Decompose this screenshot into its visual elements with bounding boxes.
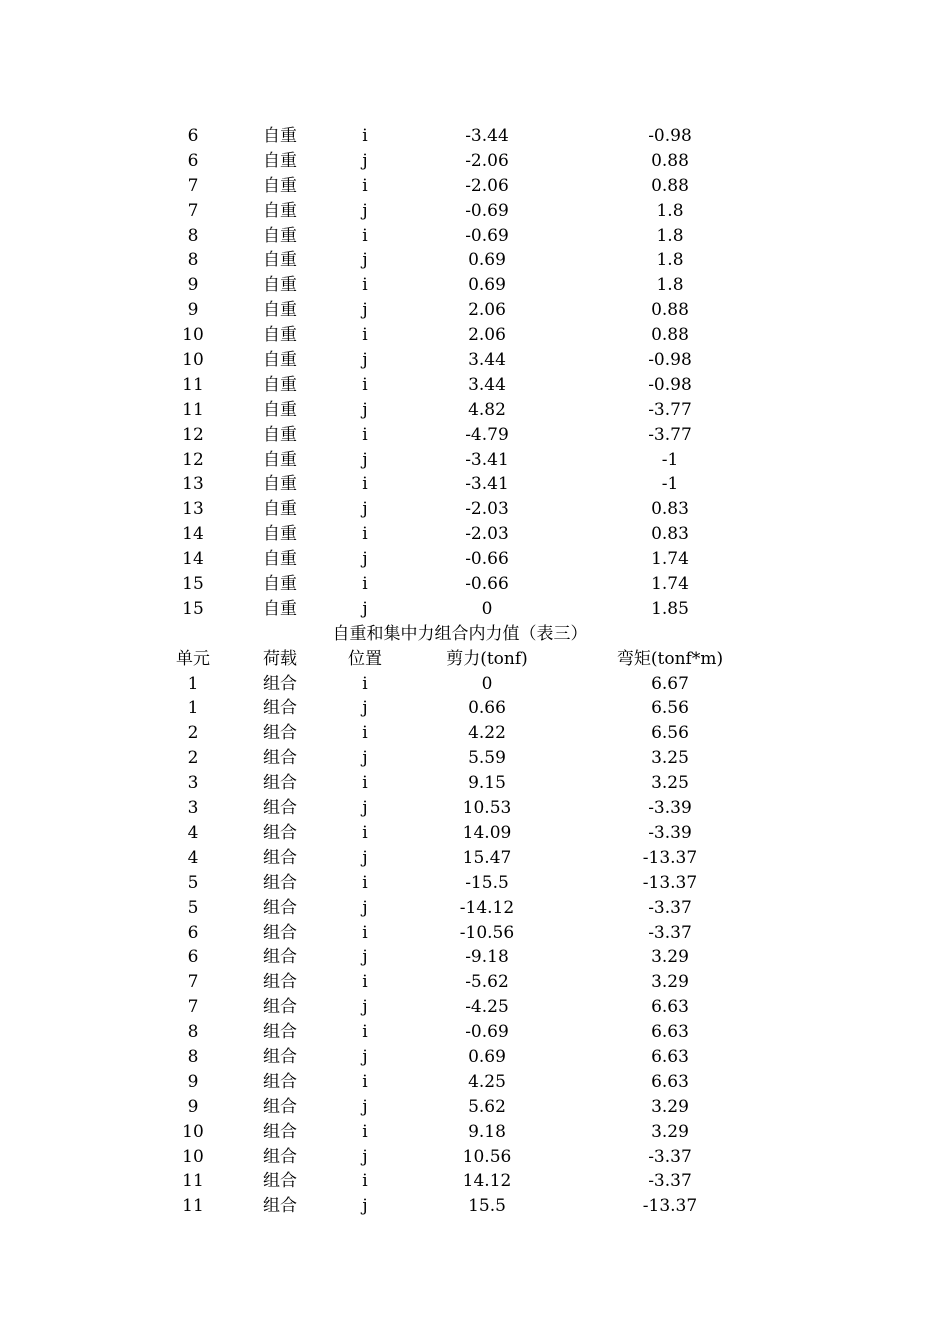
shear-cell: 4.25 <box>468 1071 506 1092</box>
shear-cell: -0.69 <box>465 1022 509 1043</box>
element-cell: 13 <box>182 474 204 495</box>
table-row <box>0 945 950 970</box>
shear-cell: -4.25 <box>465 997 509 1018</box>
position-cell: i <box>362 374 368 395</box>
position-cell: i <box>362 225 368 246</box>
load-cell: 组合 <box>263 698 297 719</box>
element-cell: 2 <box>187 748 199 769</box>
shear-cell: 14.09 <box>462 822 512 843</box>
load-cell: 组合 <box>263 922 297 943</box>
moment-cell: 6.56 <box>651 723 689 744</box>
load-cell: 自重 <box>263 598 297 619</box>
moment-cell: -0.98 <box>648 350 692 371</box>
moment-cell: -3.37 <box>648 922 692 943</box>
moment-cell: -3.37 <box>648 1146 692 1167</box>
table-row <box>0 746 950 771</box>
position-cell: j <box>362 997 368 1018</box>
shear-cell: 0.69 <box>468 250 506 271</box>
table-row <box>0 124 950 149</box>
element-cell: 11 <box>182 399 204 420</box>
position-cell: j <box>362 897 368 918</box>
element-cell: 12 <box>182 424 204 445</box>
element-cell: 8 <box>187 250 199 271</box>
shear-cell: 15.47 <box>462 847 512 868</box>
load-cell: 组合 <box>263 748 297 769</box>
load-cell: 自重 <box>263 150 297 171</box>
position-cell: i <box>362 325 368 346</box>
table-row <box>0 149 950 174</box>
load-cell: 组合 <box>263 1096 297 1117</box>
moment-cell: -0.98 <box>648 374 692 395</box>
table-row <box>0 796 950 821</box>
shear-cell: 0.69 <box>468 1046 506 1067</box>
load-cell: 组合 <box>263 1046 297 1067</box>
position-cell: j <box>362 1096 368 1117</box>
position-cell: i <box>362 275 368 296</box>
table-row <box>0 1194 950 1219</box>
element-cell: 9 <box>187 1071 199 1092</box>
moment-cell: 0.88 <box>651 300 689 321</box>
element-cell: 11 <box>182 1171 204 1192</box>
shear-cell: -2.06 <box>465 175 509 196</box>
moment-cell: 1.8 <box>656 225 684 246</box>
element-cell: 2 <box>187 723 199 744</box>
table-row <box>0 995 950 1020</box>
shear-cell: 3.44 <box>468 350 506 371</box>
moment-cell: 0.83 <box>651 499 689 520</box>
moment-cell: 0.88 <box>651 175 689 196</box>
moment-cell: 6.67 <box>651 673 689 694</box>
shear-cell: -4.79 <box>465 424 509 445</box>
position-cell: j <box>362 350 368 371</box>
table-self-weight-continued <box>0 124 950 622</box>
position-cell: i <box>362 723 368 744</box>
load-cell: 组合 <box>263 773 297 794</box>
table-row <box>0 472 950 497</box>
header-load: 荷载 <box>263 648 297 669</box>
moment-cell: 1.8 <box>656 250 684 271</box>
shear-cell: -2.03 <box>465 524 509 545</box>
element-cell: 1 <box>187 698 199 719</box>
shear-cell: -0.69 <box>465 225 509 246</box>
table-row <box>0 373 950 398</box>
moment-cell: -3.39 <box>648 822 692 843</box>
element-cell: 8 <box>187 1022 199 1043</box>
load-cell: 自重 <box>263 350 297 371</box>
table-row <box>0 423 950 448</box>
element-cell: 10 <box>182 350 204 371</box>
spreadsheet-page <box>0 124 950 1219</box>
load-cell: 自重 <box>263 574 297 595</box>
position-cell: i <box>362 175 368 196</box>
table-row <box>0 846 950 871</box>
table-row <box>0 398 950 423</box>
shear-cell: 4.82 <box>468 399 506 420</box>
load-cell: 组合 <box>263 947 297 968</box>
load-cell: 组合 <box>263 872 297 893</box>
element-cell: 5 <box>187 872 199 893</box>
element-cell: 7 <box>187 200 199 221</box>
element-cell: 6 <box>187 126 199 146</box>
position-cell: i <box>362 872 368 893</box>
moment-cell: 3.29 <box>651 1096 689 1117</box>
table-row <box>0 199 950 224</box>
table-row <box>0 298 950 323</box>
element-cell: 9 <box>187 300 199 321</box>
position-cell: j <box>362 250 368 271</box>
moment-cell: 1.74 <box>651 574 689 595</box>
shear-cell: -3.41 <box>465 449 509 470</box>
shear-cell: -14.12 <box>459 897 515 918</box>
position-cell: j <box>362 748 368 769</box>
position-cell: i <box>362 524 368 545</box>
moment-cell: 3.29 <box>651 972 689 993</box>
position-cell: j <box>362 150 368 171</box>
shear-cell: 3.44 <box>468 374 506 395</box>
moment-cell: 0.88 <box>651 150 689 171</box>
position-cell: i <box>362 126 368 146</box>
load-cell: 自重 <box>263 474 297 495</box>
table3-header-row <box>0 647 950 672</box>
table-row <box>0 224 950 249</box>
element-cell: 14 <box>182 524 204 545</box>
load-cell: 自重 <box>263 374 297 395</box>
shear-cell: 0 <box>481 598 493 619</box>
element-cell: 4 <box>187 822 199 843</box>
table-row <box>0 672 950 697</box>
load-cell: 自重 <box>263 200 297 221</box>
moment-cell: 0.83 <box>651 524 689 545</box>
element-cell: 7 <box>187 972 199 993</box>
shear-cell: -2.03 <box>465 499 509 520</box>
table-row <box>0 448 950 473</box>
moment-cell: 1.74 <box>651 549 689 570</box>
shear-cell: 0 <box>481 673 493 694</box>
shear-cell: 5.59 <box>468 748 506 769</box>
shear-cell: 9.18 <box>468 1121 506 1142</box>
element-cell: 11 <box>182 1196 204 1217</box>
load-cell: 自重 <box>263 300 297 321</box>
position-cell: i <box>362 773 368 794</box>
element-cell: 11 <box>182 374 204 395</box>
position-cell: j <box>362 598 368 619</box>
table-row <box>0 522 950 547</box>
table-row <box>0 572 950 597</box>
shear-cell: -0.66 <box>465 574 509 595</box>
load-cell: 自重 <box>263 524 297 545</box>
table-row <box>0 1095 950 1120</box>
element-cell: 15 <box>182 574 204 595</box>
moment-cell: 6.63 <box>651 1022 689 1043</box>
shear-cell: 2.06 <box>468 325 506 346</box>
shear-cell: -3.41 <box>465 474 509 495</box>
element-cell: 10 <box>182 1121 204 1142</box>
shear-cell: 0.66 <box>468 698 506 719</box>
table-row <box>0 348 950 373</box>
moment-cell: 6.63 <box>651 997 689 1018</box>
element-cell: 12 <box>182 449 204 470</box>
position-cell: i <box>362 1071 368 1092</box>
moment-cell: -3.37 <box>648 897 692 918</box>
shear-cell: 14.12 <box>462 1171 512 1192</box>
shear-cell: -15.5 <box>465 872 509 893</box>
moment-cell: -13.37 <box>642 872 698 893</box>
moment-cell: -3.77 <box>648 399 692 420</box>
position-cell: j <box>362 1046 368 1067</box>
table-row <box>0 970 950 995</box>
load-cell: 自重 <box>263 126 297 146</box>
element-cell: 9 <box>187 275 199 296</box>
table-row <box>0 323 950 348</box>
shear-cell: -5.62 <box>465 972 509 993</box>
element-cell: 13 <box>182 499 204 520</box>
element-cell: 7 <box>187 175 199 196</box>
element-cell: 3 <box>187 773 199 794</box>
load-cell: 组合 <box>263 822 297 843</box>
element-cell: 6 <box>187 150 199 171</box>
position-cell: i <box>362 822 368 843</box>
moment-cell: 0.88 <box>651 325 689 346</box>
load-cell: 组合 <box>263 897 297 918</box>
position-cell: i <box>362 474 368 495</box>
moment-cell: 3.25 <box>651 748 689 769</box>
shear-cell: 9.15 <box>468 773 506 794</box>
element-cell: 5 <box>187 897 199 918</box>
table-row <box>0 1169 950 1194</box>
table-row <box>0 1070 950 1095</box>
element-cell: 8 <box>187 225 199 246</box>
position-cell: j <box>362 947 368 968</box>
position-cell: i <box>362 673 368 694</box>
position-cell: j <box>362 698 368 719</box>
table3-caption-row <box>0 622 950 647</box>
moment-cell: 3.29 <box>651 947 689 968</box>
element-cell: 10 <box>182 1146 204 1167</box>
element-cell: 4 <box>187 847 199 868</box>
header-moment: 弯矩(tonf*m) <box>616 648 724 669</box>
shear-cell: -0.69 <box>465 200 509 221</box>
shear-cell: 5.62 <box>468 1096 506 1117</box>
position-cell: j <box>362 499 368 520</box>
load-cell: 组合 <box>263 723 297 744</box>
moment-cell: -1 <box>661 449 679 470</box>
shear-cell: -3.44 <box>465 126 509 146</box>
load-cell: 自重 <box>263 449 297 470</box>
position-cell: i <box>362 424 368 445</box>
moment-cell: -13.37 <box>642 1196 698 1217</box>
shear-cell: 10.53 <box>462 798 512 819</box>
load-cell: 组合 <box>263 847 297 868</box>
table-row <box>0 547 950 572</box>
position-cell: j <box>362 1146 368 1167</box>
moment-cell: -0.98 <box>648 126 692 146</box>
load-cell: 自重 <box>263 225 297 246</box>
table-row <box>0 721 950 746</box>
table-row <box>0 1145 950 1170</box>
moment-cell: 1.8 <box>656 200 684 221</box>
load-cell: 组合 <box>263 1171 297 1192</box>
element-cell: 1 <box>187 673 199 694</box>
table-row <box>0 497 950 522</box>
element-cell: 14 <box>182 549 204 570</box>
element-cell: 10 <box>182 325 204 346</box>
table-row <box>0 696 950 721</box>
moment-cell: -13.37 <box>642 847 698 868</box>
moment-cell: 1.8 <box>656 275 684 296</box>
table-row <box>0 896 950 921</box>
table3-caption: 自重和集中力组合内力值（表三） <box>332 623 588 644</box>
moment-cell: -3.77 <box>648 424 692 445</box>
position-cell: j <box>362 798 368 819</box>
moment-cell: 6.63 <box>651 1071 689 1092</box>
moment-cell: 3.29 <box>651 1121 689 1142</box>
header-position: 位置 <box>348 648 382 669</box>
load-cell: 组合 <box>263 798 297 819</box>
load-cell: 自重 <box>263 325 297 346</box>
moment-cell: -3.37 <box>648 1171 692 1192</box>
element-cell: 8 <box>187 1046 199 1067</box>
table-row <box>0 1120 950 1145</box>
load-cell: 自重 <box>263 175 297 196</box>
position-cell: i <box>362 922 368 943</box>
header-shear: 剪力(tonf) <box>446 648 528 669</box>
position-cell: i <box>362 972 368 993</box>
load-cell: 组合 <box>263 972 297 993</box>
load-cell: 组合 <box>263 1022 297 1043</box>
shear-cell: 4.22 <box>468 723 506 744</box>
element-cell: 6 <box>187 947 199 968</box>
shear-cell: -0.66 <box>465 549 509 570</box>
table-row <box>0 248 950 273</box>
position-cell: j <box>362 399 368 420</box>
position-cell: j <box>362 1196 368 1217</box>
table-row <box>0 871 950 896</box>
moment-cell: 6.63 <box>651 1046 689 1067</box>
table-row <box>0 1020 950 1045</box>
table-row <box>0 821 950 846</box>
position-cell: i <box>362 1171 368 1192</box>
shear-cell: -2.06 <box>465 150 509 171</box>
element-cell: 7 <box>187 997 199 1018</box>
table-row <box>0 1045 950 1070</box>
load-cell: 组合 <box>263 997 297 1018</box>
table-row <box>0 921 950 946</box>
load-cell: 组合 <box>263 673 297 694</box>
load-cell: 自重 <box>263 250 297 271</box>
load-cell: 组合 <box>263 1146 297 1167</box>
position-cell: i <box>362 1121 368 1142</box>
element-cell: 9 <box>187 1096 199 1117</box>
position-cell: i <box>362 1022 368 1043</box>
load-cell: 组合 <box>263 1071 297 1092</box>
shear-cell: 15.5 <box>468 1196 506 1217</box>
load-cell: 自重 <box>263 275 297 296</box>
header-element: 单元 <box>176 648 210 669</box>
position-cell: i <box>362 574 368 595</box>
load-cell: 自重 <box>263 549 297 570</box>
position-cell: j <box>362 847 368 868</box>
moment-cell: 1.85 <box>651 598 689 619</box>
load-cell: 自重 <box>263 499 297 520</box>
shear-cell: 10.56 <box>462 1146 512 1167</box>
load-cell: 自重 <box>263 399 297 420</box>
table-row <box>0 174 950 199</box>
load-cell: 自重 <box>263 424 297 445</box>
table-combination-forces <box>0 672 950 1220</box>
shear-cell: 0.69 <box>468 275 506 296</box>
moment-cell: 3.25 <box>651 773 689 794</box>
load-cell: 组合 <box>263 1196 297 1217</box>
moment-cell: 6.56 <box>651 698 689 719</box>
shear-cell: 2.06 <box>468 300 506 321</box>
element-cell: 6 <box>187 922 199 943</box>
position-cell: j <box>362 449 368 470</box>
element-cell: 15 <box>182 598 204 619</box>
shear-cell: -9.18 <box>465 947 509 968</box>
table-row <box>0 771 950 796</box>
table-row <box>0 273 950 298</box>
load-cell: 组合 <box>263 1121 297 1142</box>
element-cell: 3 <box>187 798 199 819</box>
moment-cell: -3.39 <box>648 798 692 819</box>
moment-cell: -1 <box>661 474 679 495</box>
position-cell: j <box>362 549 368 570</box>
position-cell: j <box>362 300 368 321</box>
table-row <box>0 597 950 622</box>
position-cell: j <box>362 200 368 221</box>
shear-cell: -10.56 <box>459 922 515 943</box>
